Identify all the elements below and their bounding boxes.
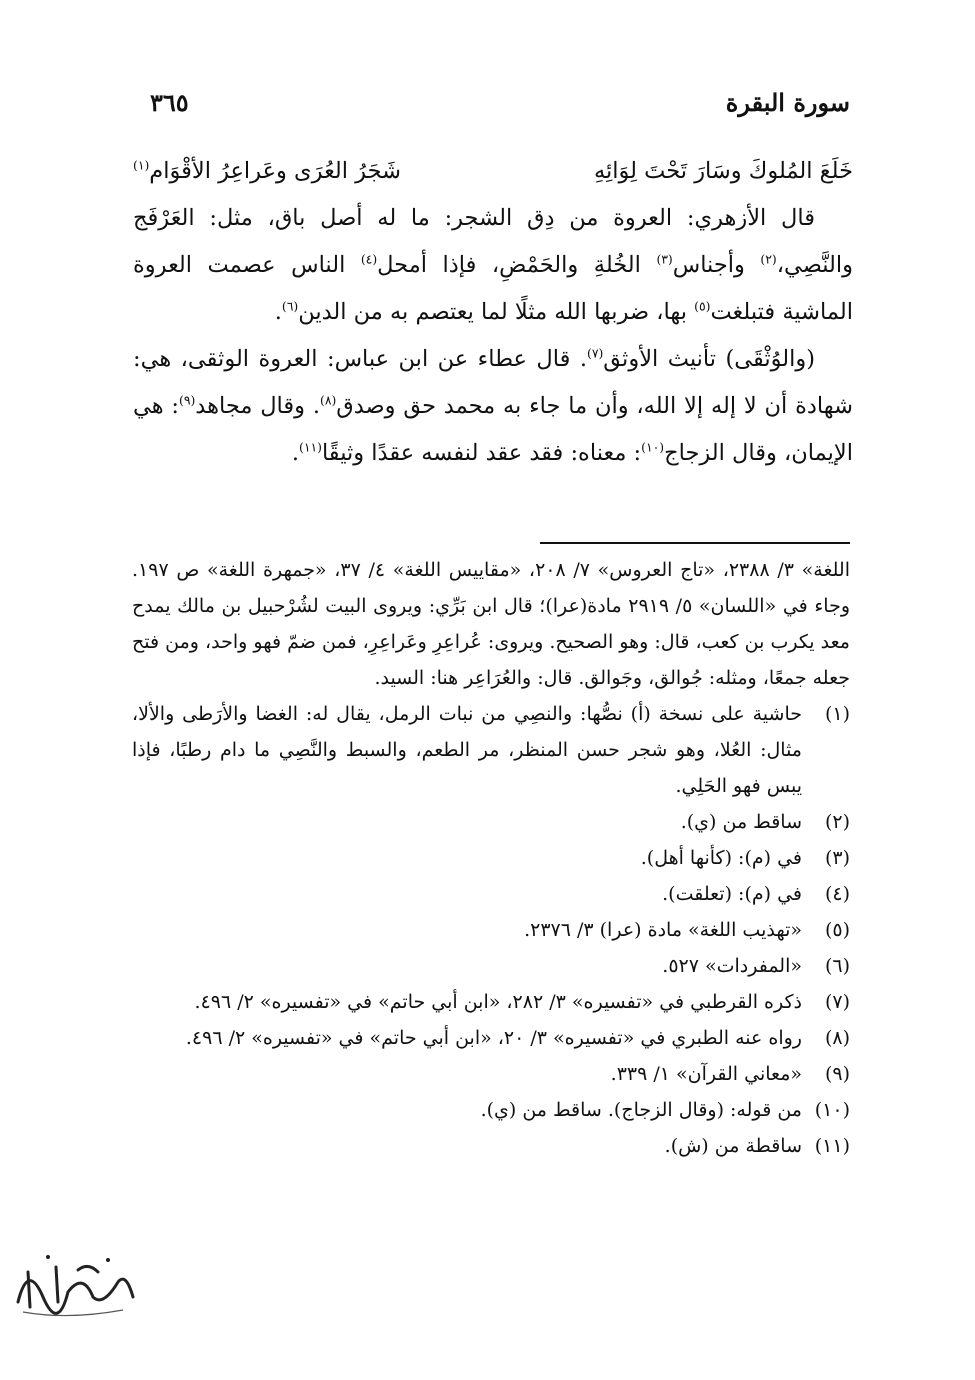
footnote-ref: (١٠) — [641, 440, 665, 455]
footnote-item: (١) حاشية على نسخة (أ) نصُّها: والنصِي من نبات الرمل، يقال له: الغضا والأرَطى والألا، مثال: العُلا، وهو شجر حسن المنظر، مر الطعم، والسبط والنَّصِي ما دام رطبًا، فإذا يبس فهو الحَلِي. — [132, 696, 850, 804]
footnote-ref: (١١) — [299, 440, 322, 455]
page-number: ٣٦٥ — [150, 87, 189, 117]
footnote-item: (٩) «معاني القرآن» ١/ ٣٣٩. — [132, 1056, 850, 1092]
footnote-number: (٩) — [824, 1063, 850, 1085]
footnote-number: (٤) — [824, 883, 850, 905]
footnote-number: (٨) — [824, 1027, 850, 1049]
footnote-number: (٦) — [824, 955, 850, 977]
footnote-item: (٣) في (م): (كأنها أهل). — [132, 840, 850, 876]
page-header — [150, 82, 850, 122]
footnote-item: (٧) ذكره القرطبي في «تفسيره» ٣/ ٢٨٢، «ابن أبي حاتم» في «تفسيره» ٢/ ٤٩٦. — [132, 984, 850, 1020]
footnote-ref: (٢) — [760, 252, 777, 267]
paragraph-wuthqa: (والوُثْقَى) تأنيث الأوثق$^{(٧)}$. قال عطاء عن ابن عباس: العروة الوثقى، هي: شهادة أن لا إله إلا الله، وأن ما جاء به محمد حق وصدق$^{(٨)}$. وقال مجاهد$^{(٩)}$: هي الإيمان، وقال الزجاج$^{(١٠)}$: معناه: فقد عقد لنفسه عقدًا وثيقًا$^{(١١)}$. — [133, 346, 853, 466]
paragraph-azhari: قال الأزهري: العروة من دِق الشجر: ما له أصل باق، مثل: العَرْفَج والنَّصِي،$^{(٢)}$ وأجناس$^{(٣)}$ الخُلةِ والحَمْضِ، فإذا أمحل$^{(٤)}$ الناس عصمت العروة الماشية فتبلغت$^{(٥)}$ بها، ضربها الله مثلًا لما يعتصم به من الدين$^{(٦)}$. — [133, 205, 853, 325]
footnote-number: (١٠) — [814, 1099, 850, 1121]
footnote-item: (٨) رواه عنه الطبري في «تفسيره» ٣/ ٢٠، «ابن أبي حاتم» في «تفسيره» ٢/ ٤٩٦. — [132, 1020, 850, 1056]
verse-second-hemistich: شَجَرُ العُرَى وعَراعِرُ الأقْوَام$^{(١)}$ — [133, 158, 401, 184]
footnote-number: (٥) — [824, 919, 850, 941]
footnote-number: (١) — [824, 703, 850, 725]
footnote-item: (١٠) من قوله: (وقال الزجاج). ساقط من (ي). — [132, 1092, 850, 1128]
footnote-item: (١١) ساقطة من (ش). — [132, 1128, 850, 1164]
footnote-item: (٥) «تهذيب اللغة» مادة (عرا) ٣/ ٢٣٧٦. — [132, 912, 850, 948]
footnote-ref: (١) — [133, 158, 150, 173]
verse-first-hemistich: خَلَعَ المُلوكَ وسَارَ تَحْتَ لِوَائِهِ — [593, 158, 853, 184]
footnote-number: (٢) — [824, 811, 850, 833]
footnote-ref: (٦) — [281, 299, 299, 314]
main-text — [133, 148, 853, 477]
footnote-ref: (٥) — [694, 299, 711, 314]
footnotes-section — [132, 552, 850, 1164]
footnote-number: (٣) — [824, 847, 850, 869]
footnote-item: (٢) ساقط من (ي). — [132, 804, 850, 840]
surah-title: سورة البقرة — [725, 87, 850, 117]
footnote-ref: (٤) — [360, 252, 378, 267]
footnote-ref: (٩) — [179, 393, 196, 408]
poetry-verse — [133, 148, 853, 195]
footnote-item: (٦) «المفردات» ٥٢٧. — [132, 948, 850, 984]
footnote-ref: (٨) — [319, 393, 337, 408]
publisher-logo-icon — [8, 1242, 143, 1322]
footnote-ref: (٣) — [656, 252, 673, 267]
footnote-separator — [540, 542, 850, 544]
footnote-item: (٤) في (م): (تعلقت). — [132, 876, 850, 912]
footnote-ref: (٧) — [587, 346, 604, 361]
footnote-number: (١١) — [814, 1135, 850, 1157]
footnote-number: (٧) — [824, 991, 850, 1013]
footnote-continuation: اللغة» ٣/ ٢٣٨٨، «تاج العروس» ٧/ ٢٠٨، «مقاييس اللغة» ٤/ ٣٧، «جمهرة اللغة» ص ١٩٧. وجاء في «اللسان» ٥/ ٢٩١٩ مادة(عرا)؛ قال ابن بَرِّي: ويروى البيت لشُرْحبيل بن مالك يمدح معد يكرب بن كعب، قال: وهو الصحيح. ويروى: عُراعِرِ وعَراعِرِ، فمن ضمّ فهو واحد، ومن فتح جعله جمعًا، ومثله: جُوالق، وجَوالق. قال: والعُرَاعِر هنا: السيد. — [132, 559, 850, 689]
